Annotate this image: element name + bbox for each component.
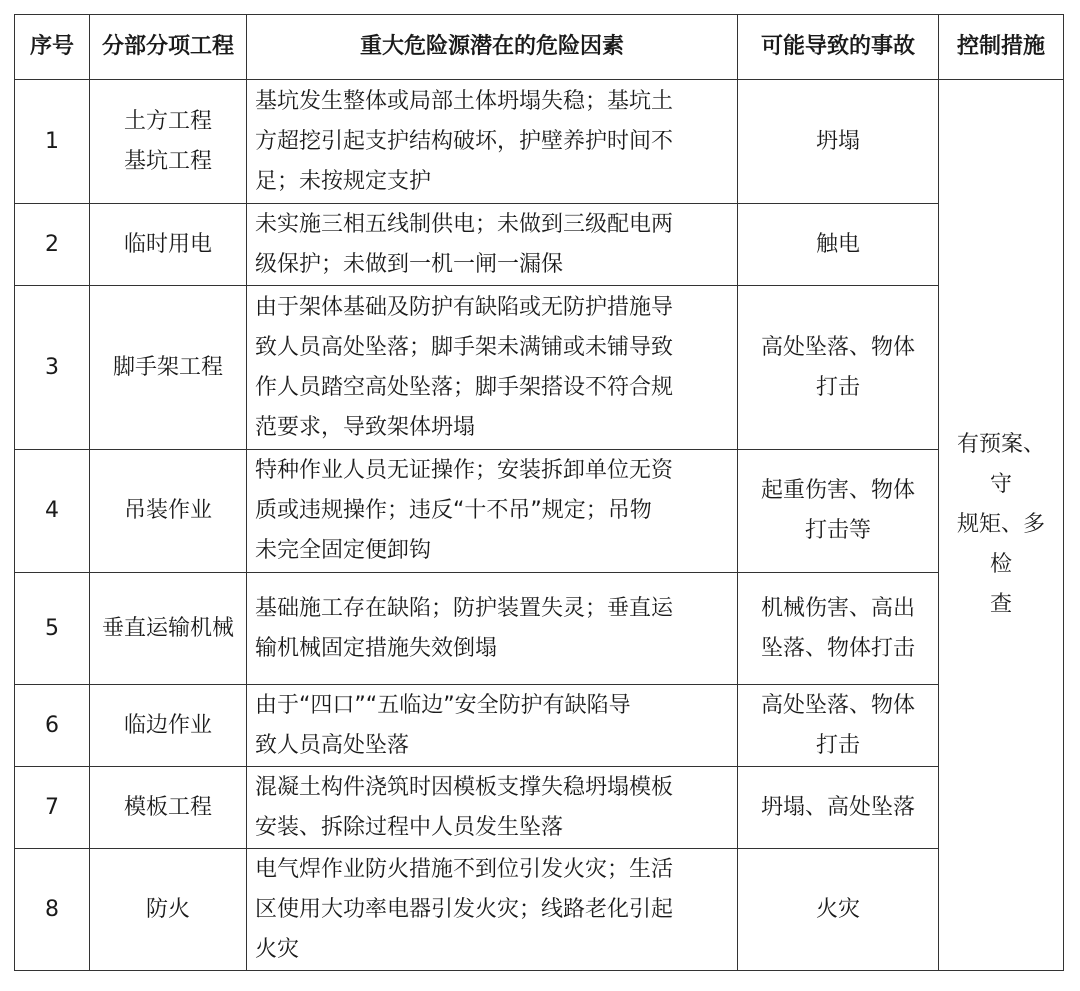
row-no: 6 xyxy=(15,685,90,767)
row-accidents: 坍塌、高处坠落 xyxy=(738,767,939,849)
row-no: 3 xyxy=(15,286,90,450)
row-no: 2 xyxy=(15,204,90,286)
row-no: 4 xyxy=(15,450,90,573)
table-row xyxy=(15,849,1064,971)
table-row xyxy=(15,767,1064,849)
row-accidents: 高处坠落、物体 打击 xyxy=(738,286,939,450)
hazard-table xyxy=(14,14,1064,971)
table-row xyxy=(15,204,1064,286)
row-accidents: 火灾 xyxy=(738,849,939,971)
row-factors: 基础施工存在缺陷；防护装置失灵；垂直运 输机械固定措施失效倒塌 xyxy=(247,573,738,685)
row-factors: 混凝土构件浇筑时因模板支撑失稳坍塌模板 安装、拆除过程中人员发生坠落 xyxy=(247,767,738,849)
row-project: 临边作业 xyxy=(90,685,247,767)
row-project: 临时用电 xyxy=(90,204,247,286)
row-accidents: 高处坠落、物体 打击 xyxy=(738,685,939,767)
row-factors: 未实施三相五线制供电；未做到三级配电两 级保护；未做到一机一闸一漏保 xyxy=(247,204,738,286)
row-project: 垂直运输机械 xyxy=(90,573,247,685)
row-project: 土方工程 基坑工程 xyxy=(90,80,247,204)
row-no: 1 xyxy=(15,80,90,204)
row-factors: 由于架体基础及防护有缺陷或无防护措施导 致人员高处坠落；脚手架未满铺或未铺导致 作人员踏空高处坠落；脚手架搭设不符合规 范要求，导致架体坍塌 xyxy=(247,286,738,450)
row-no: 8 xyxy=(15,849,90,971)
header-project: 分部分项工程 xyxy=(90,15,247,80)
table-row xyxy=(15,80,1064,204)
row-project: 吊装作业 xyxy=(90,450,247,573)
header-accidents: 可能导致的事故 xyxy=(738,15,939,80)
table-row xyxy=(15,286,1064,450)
row-accidents: 坍塌 xyxy=(738,80,939,204)
row-accidents: 机械伤害、高出 坠落、物体打击 xyxy=(738,573,939,685)
row-accidents: 触电 xyxy=(738,204,939,286)
row-factors: 特种作业人员无证操作；安装拆卸单位无资 质或违规操作；违反“十不吊”规定；吊物 未完全固定便卸钩 xyxy=(247,450,738,573)
control-measures: 有预案、守 规矩、多检 查 xyxy=(939,80,1064,971)
header-control: 控制措施 xyxy=(939,15,1064,80)
row-factors: 由于“四口”“五临边”安全防护有缺陷导 致人员高处坠落 xyxy=(247,685,738,767)
row-project: 防火 xyxy=(90,849,247,971)
row-project: 脚手架工程 xyxy=(90,286,247,450)
table-row xyxy=(15,685,1064,767)
row-project: 模板工程 xyxy=(90,767,247,849)
header-factors: 重大危险源潜在的危险因素 xyxy=(247,15,738,80)
row-no: 7 xyxy=(15,767,90,849)
row-factors: 电气焊作业防火措施不到位引发火灾；生活 区使用大功率电器引发火灾；线路老化引起 火灾 xyxy=(247,849,738,971)
row-accidents: 起重伤害、物体 打击等 xyxy=(738,450,939,573)
header-no: 序号 xyxy=(15,15,90,80)
table-row xyxy=(15,450,1064,573)
header-row xyxy=(15,15,1064,80)
row-no: 5 xyxy=(15,573,90,685)
table-row xyxy=(15,573,1064,685)
row-factors: 基坑发生整体或局部土体坍塌失稳；基坑土 方超挖引起支护结构破坏，护壁养护时间不 足；未按规定支护 xyxy=(247,80,738,204)
